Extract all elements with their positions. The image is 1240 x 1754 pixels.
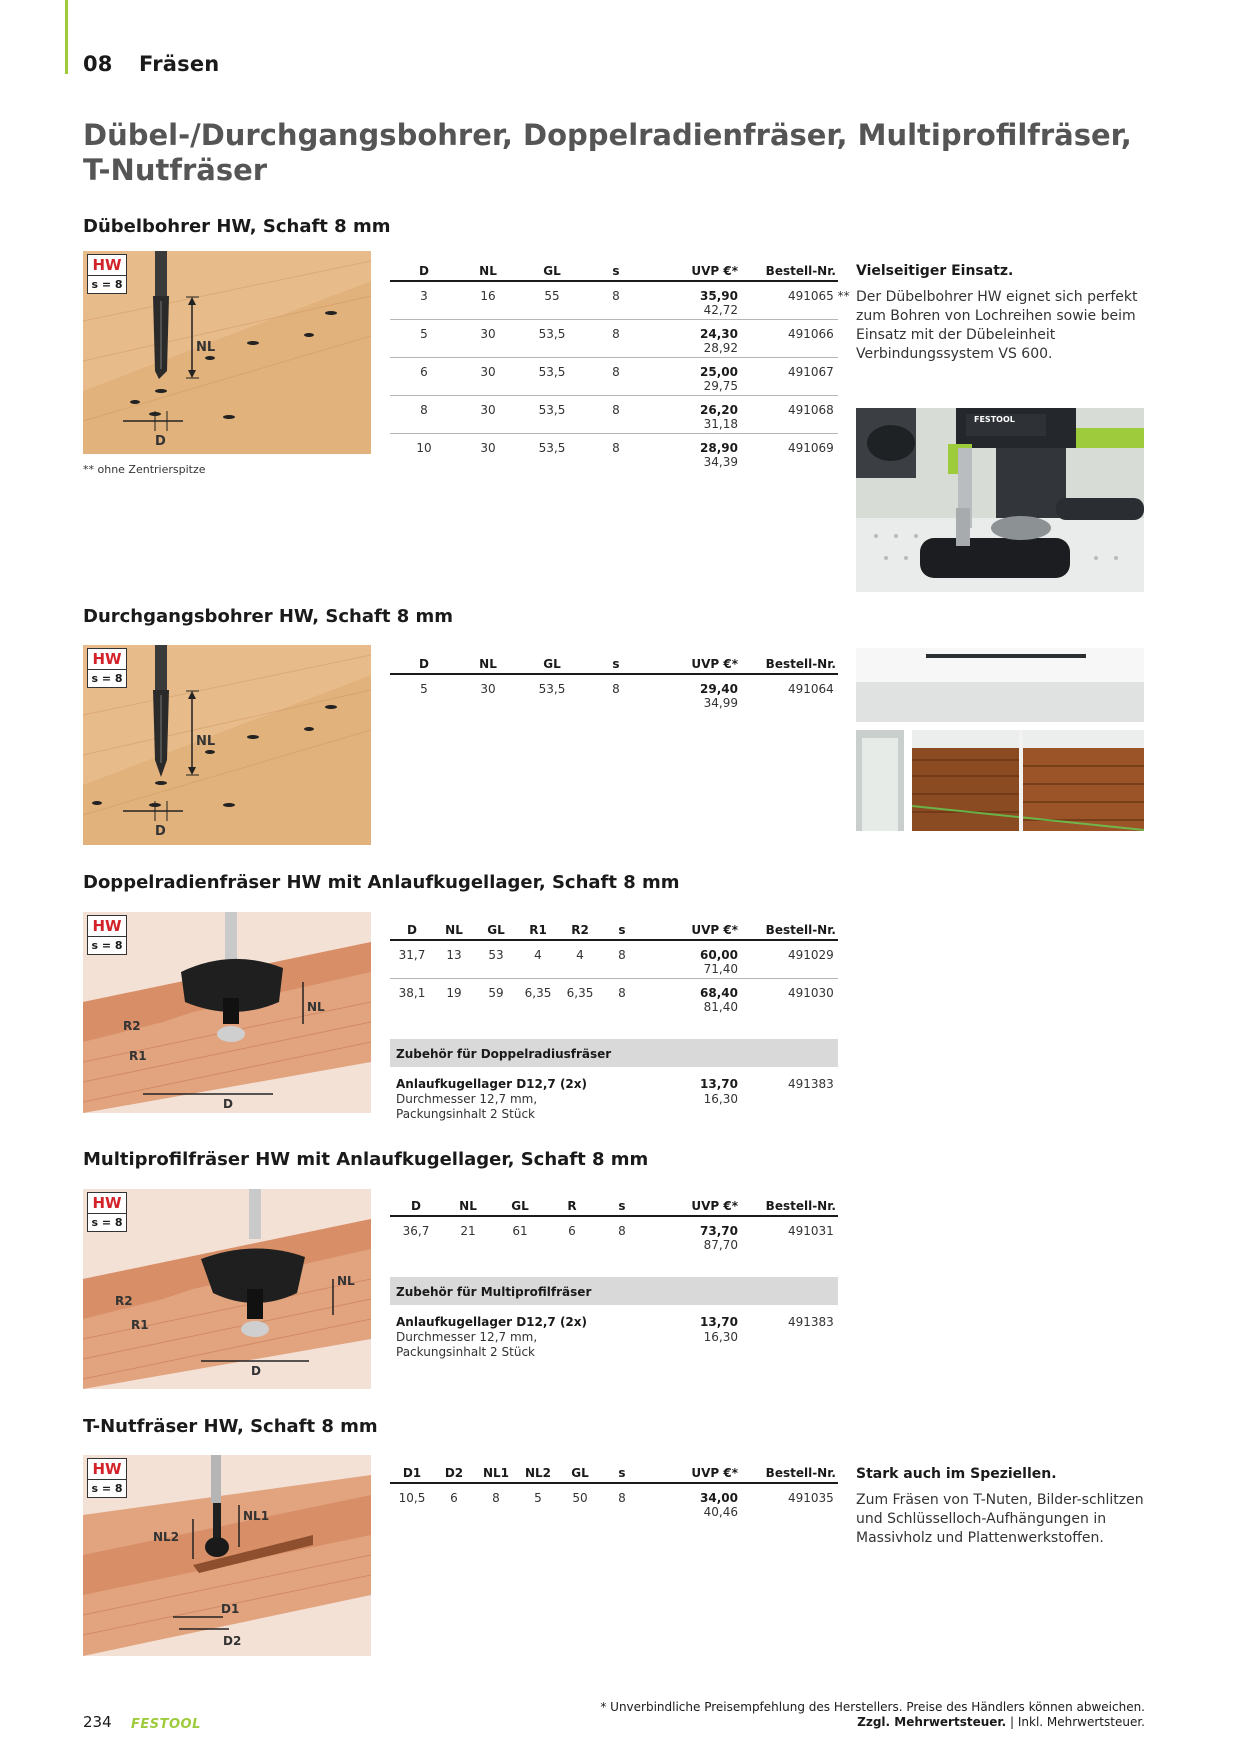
cell-order: 491035 xyxy=(788,1491,834,1505)
accessory-order: 491383 xyxy=(788,1315,834,1329)
cell-order: 491031 xyxy=(788,1224,834,1238)
hw-label: HW xyxy=(88,1193,126,1214)
cell-gl: 61 xyxy=(512,1224,528,1238)
col-gl: GL xyxy=(543,657,561,671)
cell-s: 8 xyxy=(612,441,620,455)
col-d: D xyxy=(419,264,429,278)
accessory-heading-multiprofil: Zubehör für Multiprofilfräser xyxy=(390,1277,838,1305)
col-gl: GL xyxy=(571,1466,589,1480)
cell-price-net: 68,40 xyxy=(700,986,738,1000)
cell-r: 6 xyxy=(568,1224,576,1238)
col-d: D xyxy=(407,923,417,937)
cell-gl: 53,5 xyxy=(538,682,566,696)
cell-s: 8 xyxy=(612,403,620,417)
footer-vat-excl: Zzgl. Mehrwertsteuer. xyxy=(857,1715,1007,1729)
col-r2: R2 xyxy=(571,923,589,937)
cell-nl: 30 xyxy=(480,365,496,379)
cell-order: 491067 xyxy=(788,365,834,379)
table-row xyxy=(390,979,838,1017)
accessory-row-multiprofil xyxy=(390,1315,838,1363)
cell-price-net: 24,30 xyxy=(700,327,738,341)
cell-gl: 53,5 xyxy=(538,403,566,417)
hw-badge xyxy=(87,1458,127,1498)
cell-price-gross: 28,92 xyxy=(703,341,738,355)
side-heading: Vielseitiger Einsatz. xyxy=(856,263,1014,279)
col-price: UVP €* xyxy=(691,657,738,671)
col-price: UVP €* xyxy=(691,1466,738,1480)
col-nl: NL xyxy=(459,1199,477,1213)
cell-gl: 50 xyxy=(572,1491,588,1505)
cell-d1: 10,5 xyxy=(398,1491,426,1505)
cell-s: 8 xyxy=(612,289,620,303)
product-drawing-multiprofil xyxy=(83,1189,371,1389)
cell-s: 8 xyxy=(612,365,620,379)
shank-label: s = 8 xyxy=(91,1216,123,1229)
cell-s: 8 xyxy=(618,986,626,1000)
col-price: UVP €* xyxy=(691,264,738,278)
cell-d: 5 xyxy=(420,682,428,696)
label-d1: D1 xyxy=(221,1602,240,1616)
col-r1: R1 xyxy=(529,923,547,937)
table-header xyxy=(390,1458,838,1484)
cell-order: 491064 xyxy=(788,682,834,696)
cell-gl: 53 xyxy=(488,948,504,962)
product-drawing-tnut xyxy=(83,1455,371,1656)
col-d: D xyxy=(419,657,429,671)
side-heading: Stark auch im Speziellen. xyxy=(856,1466,1057,1482)
col-nl1: NL1 xyxy=(482,1466,510,1480)
accessory-order: 491383 xyxy=(788,1077,834,1091)
col-price: UVP €* xyxy=(691,1199,738,1213)
col-nl: NL xyxy=(445,923,463,937)
cell-price-net: 73,70 xyxy=(700,1224,738,1238)
side-text-tnut xyxy=(856,1465,1146,1548)
cell-price-gross: 34,99 xyxy=(703,696,738,710)
cell-d: 31,7 xyxy=(398,948,426,962)
shank-label: s = 8 xyxy=(91,939,123,952)
label-r1: R1 xyxy=(131,1318,149,1332)
col-d: D xyxy=(411,1199,421,1213)
product-drawing-durchgang xyxy=(83,645,371,845)
section-title-doppelradien: Doppelradienfräser HW mit Anlaufkugellager, Schaft 8 mm xyxy=(83,872,680,893)
cell-order: 491030 xyxy=(788,986,834,1000)
label-d: D xyxy=(223,1097,233,1111)
cell-nl: 21 xyxy=(460,1224,476,1238)
col-d2: D2 xyxy=(444,1466,464,1480)
accessory-price-gross: 16,30 xyxy=(703,1330,738,1344)
col-s: s xyxy=(612,657,620,671)
cell-d: 5 xyxy=(420,327,428,341)
col-r: R xyxy=(567,1199,577,1213)
hw-badge xyxy=(87,648,127,688)
col-gl: GL xyxy=(511,1199,529,1213)
table-row xyxy=(390,434,838,472)
col-gl: GL xyxy=(543,264,561,278)
cell-order: 491069 xyxy=(788,441,834,455)
table-durchgang xyxy=(390,649,838,713)
footer-vat-sep: | xyxy=(1006,1715,1018,1729)
col-price: UVP €* xyxy=(691,923,738,937)
label-nl: NL xyxy=(196,340,216,355)
festool-logo xyxy=(131,1716,223,1730)
chapter-accent-line xyxy=(65,0,68,74)
product-drawing-doppelradien xyxy=(83,912,371,1113)
hw-label: HW xyxy=(88,1459,126,1480)
cell-d: 36,7 xyxy=(402,1224,430,1238)
cell-price-gross: 71,40 xyxy=(703,962,738,976)
cell-order: 491066 xyxy=(788,327,834,341)
chapter-title: Fräsen xyxy=(139,52,220,76)
cell-nl: 19 xyxy=(446,986,462,1000)
accessory-desc-2: Packungsinhalt 2 Stück xyxy=(396,1345,535,1359)
label-nl: NL xyxy=(337,1274,355,1288)
page-title xyxy=(83,118,1133,188)
footer-vat-incl: Inkl. Mehrwertsteuer. xyxy=(1017,1715,1145,1729)
col-order: Bestell-Nr. xyxy=(765,1466,836,1480)
table-header xyxy=(390,256,838,282)
accessory-name: Anlaufkugellager D12,7 (2x) xyxy=(396,1315,588,1329)
cell-price-gross: 42,72 xyxy=(703,303,738,317)
accessory-desc-1: Durchmesser 12,7 mm, xyxy=(396,1330,538,1344)
accessory-price-net: 13,70 xyxy=(700,1315,738,1329)
cell-price-net: 35,90 xyxy=(700,289,738,303)
hw-badge xyxy=(87,254,127,294)
cell-d: 8 xyxy=(420,403,428,417)
col-order: Bestell-Nr. xyxy=(765,264,836,278)
label-r2: R2 xyxy=(115,1294,133,1308)
cell-r1: 6,35 xyxy=(524,986,552,1000)
label-d2: D2 xyxy=(223,1634,242,1648)
table-row xyxy=(390,358,838,396)
table-header xyxy=(390,1191,838,1217)
page-number: 234 xyxy=(83,1713,112,1731)
cell-d: 38,1 xyxy=(398,986,426,1000)
cell-d: 6 xyxy=(420,365,428,379)
cell-price-net: 29,40 xyxy=(700,682,738,696)
cell-gl: 53,5 xyxy=(538,365,566,379)
cell-order: 491068 xyxy=(788,403,834,417)
section-title-duebel: Dübelbohrer HW, Schaft 8 mm xyxy=(83,216,391,237)
cell-s: 8 xyxy=(612,327,620,341)
cell-order: 491029 xyxy=(788,948,834,962)
cell-d: 10 xyxy=(416,441,432,455)
cell-d2: 6 xyxy=(450,1491,458,1505)
label-d: D xyxy=(155,824,166,839)
table-row xyxy=(390,396,838,434)
accessory-desc-1: Durchmesser 12,7 mm, xyxy=(396,1092,538,1106)
label-nl: NL xyxy=(307,1000,325,1014)
cell-order: 491065 ** xyxy=(788,289,850,303)
table-header xyxy=(390,915,838,941)
cell-price-gross: 40,46 xyxy=(703,1505,738,1519)
product-drawing-duebel xyxy=(83,251,371,454)
cell-gl: 59 xyxy=(488,986,504,1000)
hw-badge xyxy=(87,915,127,955)
table-row xyxy=(390,1217,838,1255)
label-nl: NL xyxy=(196,734,216,749)
section-title-tnut: T-Nutfräser HW, Schaft 8 mm xyxy=(83,1416,378,1437)
table-row xyxy=(390,675,838,713)
table-row xyxy=(390,282,850,320)
col-order: Bestell-Nr. xyxy=(765,1199,836,1213)
cell-price-net: 34,00 xyxy=(700,1491,738,1505)
table-duebel xyxy=(390,256,850,472)
hw-badge xyxy=(87,1192,127,1232)
cell-price-gross: 34,39 xyxy=(703,455,738,469)
cell-price-net: 25,00 xyxy=(700,365,738,379)
cell-price-net: 28,90 xyxy=(700,441,738,455)
cabinet-photo xyxy=(856,648,1144,831)
cell-price-gross: 29,75 xyxy=(703,379,738,393)
cell-nl2: 5 xyxy=(534,1491,542,1505)
page-title-line-1: Dübel-/Durchgangsbohrer, Doppelradienfräser, Multiprofilfräser, xyxy=(83,118,1132,152)
col-order: Bestell-Nr. xyxy=(765,923,836,937)
side-body: Zum Fräsen von T-Nuten, Bilder-schlitzen und Schlüsselloch-Aufhängungen in Massivholz und Plattenwerkstoffen. xyxy=(856,1492,1144,1546)
chapter-number: 08 xyxy=(83,52,113,76)
table-row xyxy=(390,1484,838,1522)
col-s: s xyxy=(618,1199,626,1213)
cell-nl: 30 xyxy=(480,682,496,696)
accessory-price-net: 13,70 xyxy=(700,1077,738,1091)
cell-nl: 13 xyxy=(446,948,462,962)
label-r1: R1 xyxy=(129,1049,147,1063)
cell-price-net: 60,00 xyxy=(700,948,738,962)
accessory-desc-2: Packungsinhalt 2 Stück xyxy=(396,1107,535,1121)
col-s: s xyxy=(618,1466,626,1480)
label-r2: R2 xyxy=(123,1019,141,1033)
accessory-price-gross: 16,30 xyxy=(703,1092,738,1106)
cell-gl: 55 xyxy=(544,289,560,303)
cell-s: 8 xyxy=(612,682,620,696)
col-order: Bestell-Nr. xyxy=(765,657,836,671)
col-nl: NL xyxy=(479,264,497,278)
cell-price-gross: 31,18 xyxy=(703,417,738,431)
footer-note xyxy=(600,1700,1145,1730)
table-multiprofil xyxy=(390,1191,838,1255)
label-nl1: NL1 xyxy=(243,1509,270,1523)
section-title-durchgang: Durchgangsbohrer HW, Schaft 8 mm xyxy=(83,606,454,627)
cell-nl: 30 xyxy=(480,327,496,341)
side-body: Der Dübelbohrer HW eignet sich perfekt zum Bohren von Lochreihen sowie beim Einsatz mit der Dübeleinheit Verbindungssystem VS 600. xyxy=(856,289,1138,362)
cell-r1: 4 xyxy=(534,948,542,962)
router-photo xyxy=(856,408,1144,592)
col-s: s xyxy=(612,264,620,278)
label-d: D xyxy=(251,1364,261,1378)
section-title-multiprofil: Multiprofilfräser HW mit Anlaufkugellager, Schaft 8 mm xyxy=(83,1149,649,1170)
cell-r2: 6,35 xyxy=(566,986,594,1000)
cell-gl: 53,5 xyxy=(538,441,566,455)
col-nl: NL xyxy=(479,657,497,671)
cell-s: 8 xyxy=(618,1491,626,1505)
accessory-name: Anlaufkugellager D12,7 (2x) xyxy=(396,1077,588,1091)
table-row xyxy=(390,320,838,358)
shank-label: s = 8 xyxy=(91,1482,123,1495)
cell-nl: 16 xyxy=(480,289,496,303)
hw-label: HW xyxy=(88,649,126,670)
col-nl2: NL2 xyxy=(524,1466,552,1480)
cell-nl1: 8 xyxy=(492,1491,500,1505)
cell-s: 8 xyxy=(618,1224,626,1238)
photo-router xyxy=(856,408,1144,592)
cell-r2: 4 xyxy=(576,948,584,962)
cell-price-gross: 81,40 xyxy=(703,1000,738,1014)
logo-text: FESTOOL xyxy=(131,1717,201,1730)
side-text-duebel xyxy=(856,262,1146,364)
table-header xyxy=(390,649,838,675)
label-nl2: NL2 xyxy=(153,1530,180,1544)
chapter-heading xyxy=(83,52,219,76)
table-row xyxy=(390,941,838,979)
photo-brand: FESTOOL xyxy=(974,415,1015,424)
hw-label: HW xyxy=(88,916,126,937)
col-gl: GL xyxy=(487,923,505,937)
cell-nl: 30 xyxy=(480,441,496,455)
page-title-line-2: T-Nutfräser xyxy=(83,153,268,187)
footnote: ** ohne Zentrierspitze xyxy=(83,463,206,476)
footer-note-vat xyxy=(600,1715,1145,1730)
cell-gl: 53,5 xyxy=(538,327,566,341)
cell-d: 3 xyxy=(420,289,428,303)
shank-label: s = 8 xyxy=(91,278,123,291)
label-d: D xyxy=(155,434,166,449)
hw-label: HW xyxy=(88,255,126,276)
table-tnut xyxy=(390,1458,838,1522)
cell-price-net: 26,20 xyxy=(700,403,738,417)
accessory-row-doppelradien xyxy=(390,1077,838,1125)
cell-nl: 30 xyxy=(480,403,496,417)
cell-price-gross: 87,70 xyxy=(703,1238,738,1252)
accessory-heading-doppelradien: Zubehör für Doppelradiusfräser xyxy=(390,1039,838,1067)
footer-note-price: * Unverbindliche Preisempfehlung des Herstellers. Preise des Händlers können abweichen. xyxy=(600,1700,1145,1714)
table-doppelradien xyxy=(390,915,838,1017)
col-d1: D1 xyxy=(402,1466,422,1480)
photo-cabinet xyxy=(856,648,1144,831)
cell-s: 8 xyxy=(618,948,626,962)
shank-label: s = 8 xyxy=(91,672,123,685)
col-s: s xyxy=(618,923,626,937)
